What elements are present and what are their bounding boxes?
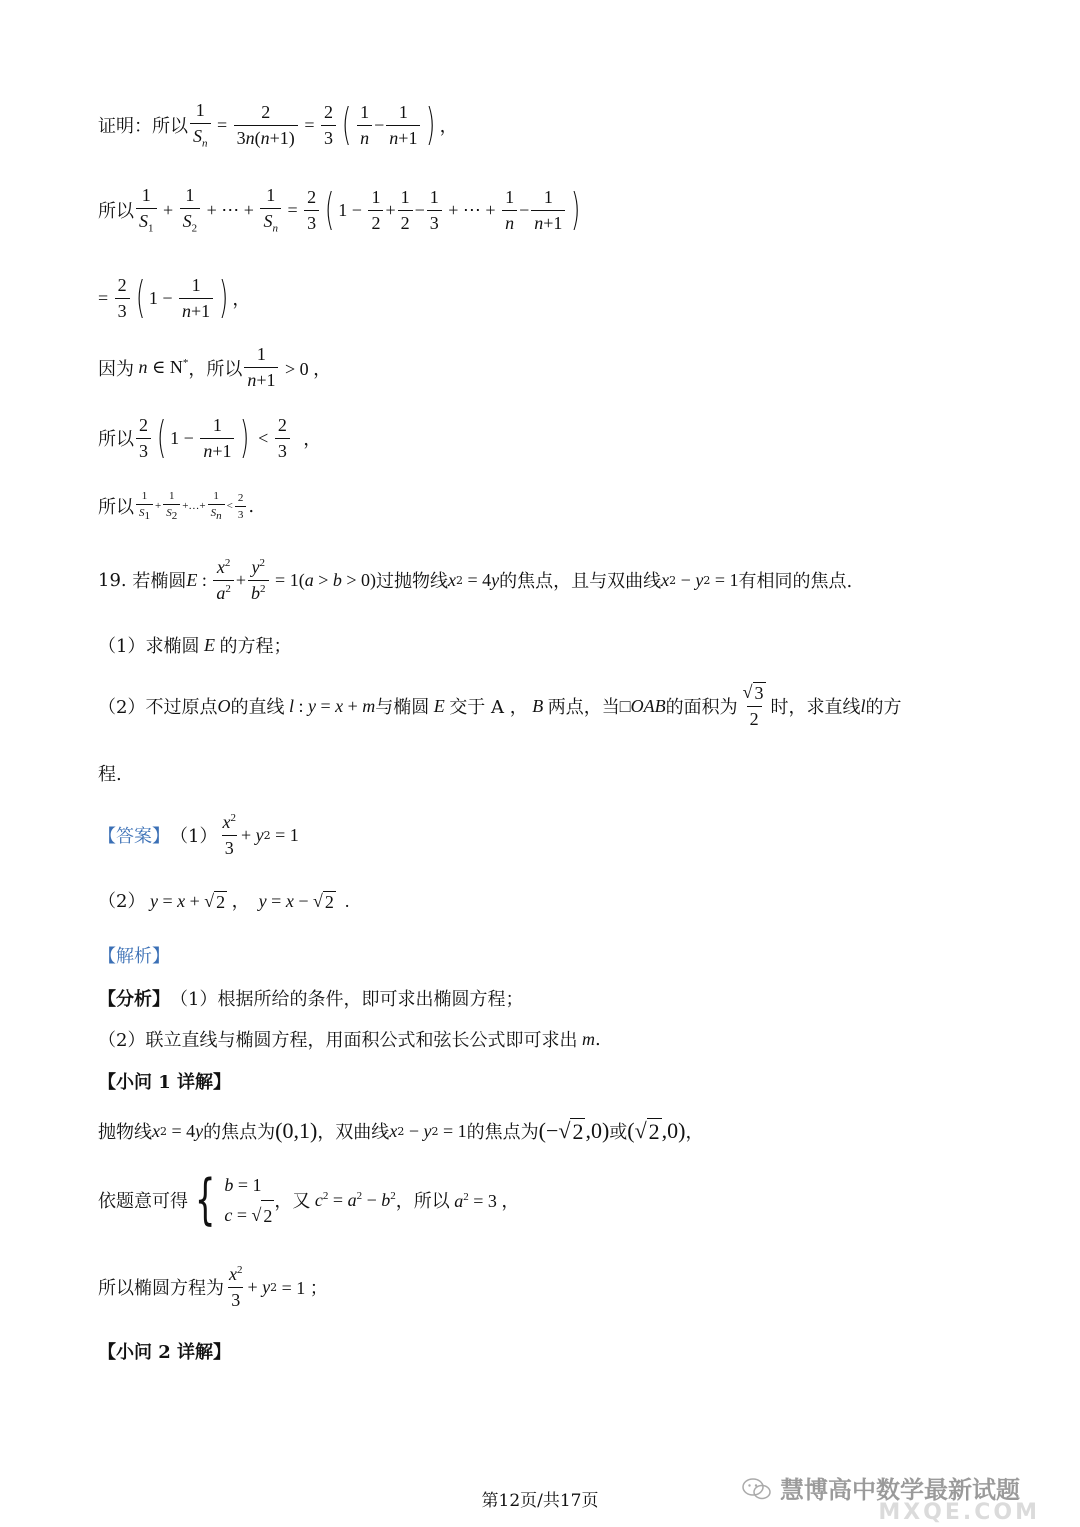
text: 证明：所以 bbox=[98, 116, 188, 137]
watermark-site: MXQE.COM bbox=[878, 1500, 1040, 1525]
wechat-icon bbox=[742, 1478, 772, 1500]
text: 若椭圆 bbox=[132, 571, 187, 592]
variable: m bbox=[581, 1028, 595, 1049]
text: ，又 bbox=[274, 1191, 311, 1212]
fraction: $\frac{1}{n+1}$ bbox=[386, 102, 420, 149]
text: 的焦点为 bbox=[203, 1122, 276, 1143]
text: 的直线 bbox=[230, 697, 285, 718]
text: 交于 A ， bbox=[449, 697, 528, 718]
text: 或 bbox=[609, 1122, 628, 1143]
fraction: $\frac{2}{3n(n+1)}$ bbox=[234, 102, 298, 149]
text: 所以 bbox=[98, 201, 134, 222]
text: 依题意可得 bbox=[98, 1191, 188, 1212]
text: ，所以 bbox=[188, 358, 243, 380]
question-19-part2: （2）不过原点 O 的直线 l : y = x + m 与椭圆 E 交于 A ， B 两点，当 □ OAB 的面积为 √ 3 2 时，求直线 l 的方 bbox=[98, 682, 902, 729]
sub-heading: 【小问 2 详解】 bbox=[98, 1342, 232, 1363]
solution-line-3: 所以椭圆方程为 $\frac{x^2}{3}$ + y 2 = 1 ； bbox=[98, 1263, 328, 1310]
page-number: 第12页/共17页 bbox=[481, 1491, 599, 1511]
analysis-tag bbox=[98, 940, 170, 970]
fraction: $\frac{1}{S_n}$ bbox=[190, 100, 211, 150]
text: （2）联立直线与椭圆方程，用面积公式和弦长公式即可求出 bbox=[98, 1030, 578, 1051]
text: 程. bbox=[98, 764, 122, 785]
watermark-text: 慧博高中数学最新试题 bbox=[780, 1476, 1020, 1504]
text: ，双曲线 bbox=[317, 1122, 390, 1143]
proof-line-4: 因为 n ∈ N* ，所以 $\frac{1}{n+1}$ > 0 ， bbox=[98, 344, 332, 390]
proof-line-3: = $\frac{2}{3}$ ( 1 − $\frac{1}{n+1}$ ) ， bbox=[98, 272, 251, 323]
text: ，所以 bbox=[395, 1191, 450, 1212]
text: 有相同的焦点. bbox=[738, 571, 853, 592]
answer-line-1: 【答案】 （1） $\frac{x^2}{3}$ + y 2 = 1 bbox=[98, 811, 299, 858]
text: 的面积为 bbox=[665, 697, 738, 718]
analysis-label: 【解析】 bbox=[98, 946, 170, 967]
sub-heading: 【小问 1 详解】 bbox=[98, 1072, 232, 1093]
text: 因为 bbox=[98, 358, 134, 380]
sub-question-1-heading bbox=[98, 1066, 231, 1096]
text: 所以 bbox=[98, 497, 134, 518]
solution-line-1: 抛物线 x 2 = 4y 的焦点为 (0,1) ，双曲线 x 2 − y 2 = 1 的焦点为 (−√ 2 ,0) 或 (√ 2 ,0) ， bbox=[98, 1117, 704, 1144]
text: 时，求直线 bbox=[770, 697, 861, 718]
solution-line-2: 依题意可得 { b = 1 c = √ 2 ，又 $c^2 = a^2 - b^2$ ，所以 $a^2 = 3$ ， bbox=[98, 1168, 520, 1231]
text: （1）根据所给的条件，即可求出椭圆方程； bbox=[170, 989, 524, 1010]
text: 的焦点为 bbox=[466, 1122, 539, 1143]
question-19-part1: （1）求椭圆 E 的方程； bbox=[98, 630, 291, 660]
text: 的方 bbox=[865, 697, 902, 718]
fraction: $\frac{1}{n}$ bbox=[357, 102, 372, 149]
analysis-fx2: （2）联立直线与椭圆方程，用面积公式和弦长公式即可求出 m . bbox=[98, 1024, 601, 1054]
text: （2） bbox=[98, 891, 146, 912]
analysis-subtag: 【分析】 bbox=[98, 989, 170, 1010]
text: （1）求椭圆 bbox=[98, 636, 200, 657]
text: 与椭圆 bbox=[375, 697, 430, 718]
sub-question-2-heading bbox=[98, 1336, 231, 1366]
analysis-fx1 bbox=[98, 983, 523, 1013]
text: 两点，当 bbox=[547, 697, 620, 718]
text: （2）不过原点 bbox=[98, 697, 218, 718]
text: 所以椭圆方程为 bbox=[98, 1278, 224, 1299]
proof-line-6: 所以 $\frac{1}{S_1}$ + $\frac{1}{S_2}$ +…+ $\frac{1}{S_n}$ < $\frac{2}{3}$ . bbox=[98, 489, 255, 523]
proof-line-1: 证明：所以 $\frac{1}{S_n}$ = $\frac{2}{3n(n+1)}$ = $\frac{2}{3}$ ( $\frac{1}{n}$ − $\frac{1}{n+1}$ ) ， bbox=[98, 99, 458, 150]
answer-line-2: （2） y = x + √ 2 ， y = x − √ 2 . bbox=[98, 884, 349, 916]
text: 所以 bbox=[98, 429, 134, 450]
text: （1） bbox=[170, 826, 218, 847]
fraction: $\frac{2}{3}$ bbox=[321, 102, 336, 149]
proof-line-2: 所以 $\frac{1}{S_1}$ + $\frac{1}{S_2}$ + ⋯ + $\frac{1}{S_n}$ = $\frac{2}{3}$ ( 1 − $\frac{1}{2}$ + $\frac{1}{2}$ − $\frac{1}{3}$ + ⋯ + $\frac{1}{n}$ − $\frac{1}{n+1}$ ) bbox=[98, 184, 581, 235]
text: 的焦点，且与双曲线 bbox=[499, 571, 662, 592]
text: 过抛物线 bbox=[376, 571, 449, 592]
text: 抛物线 bbox=[98, 1122, 152, 1143]
text: 的方程； bbox=[219, 636, 292, 657]
proof-line-5: 所以 $\frac{2}{3}$ ( 1 − $\frac{1}{n+1}$ ) < $\frac{2}{3}$ ， bbox=[98, 412, 322, 463]
question-19-part2-tail bbox=[98, 758, 122, 788]
question-number: 19. bbox=[98, 569, 127, 591]
answer-tag: 【答案】 bbox=[98, 826, 170, 847]
question-19-stem: 19. 若椭圆 E : $\frac{x^2}{a^2}$ + $\frac{y^2}{b^2}$ = 1(a > b > 0) 过抛物线 x 2 = 4y 的焦点，且与双曲线 x 2 − y 2 = 1 有相同的焦点. bbox=[98, 556, 853, 603]
